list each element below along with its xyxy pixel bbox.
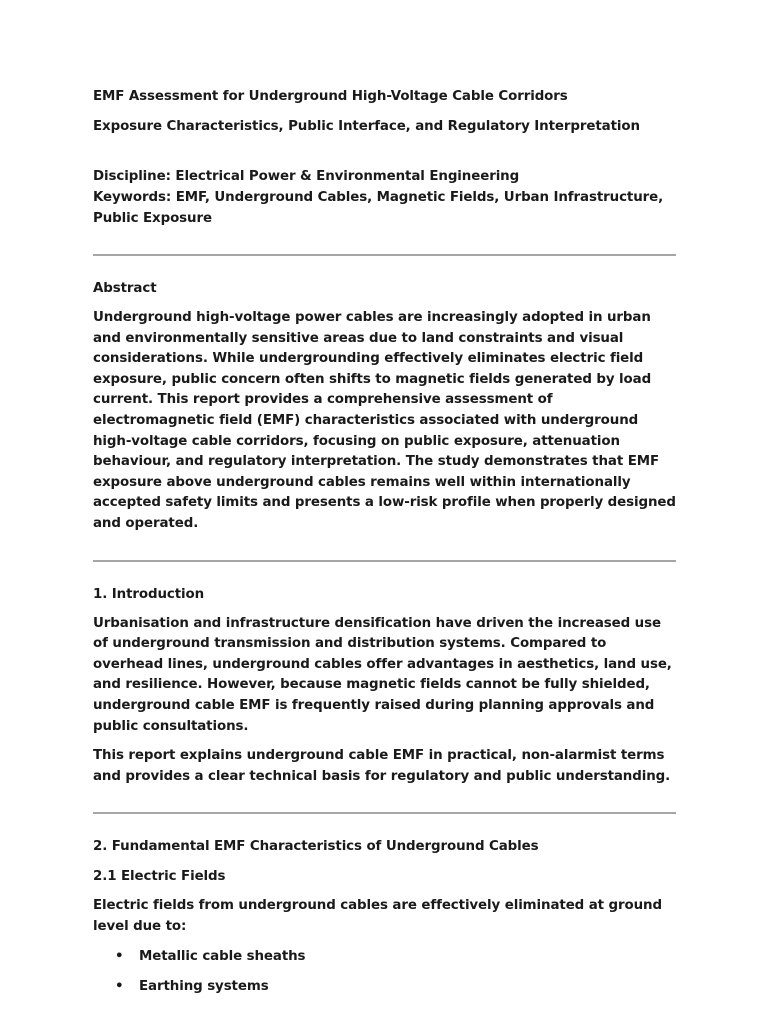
section-divider xyxy=(93,560,676,562)
section-2-heading: 2. Fundamental EMF Characteristics of Underground Cables xyxy=(93,839,539,855)
introduction-heading: 1. Introduction xyxy=(93,586,205,602)
keywords-line: Keywords: EMF, Underground Cables, Magnetic Fields, Urban Infrastructure, Public Exposure xyxy=(93,190,664,226)
section-2-1-heading: 2.1 Electric Fields xyxy=(93,869,226,885)
bullet-list xyxy=(93,946,676,997)
document-subtitle: Exposure Characteristics, Public Interface, and Regulatory Interpretation xyxy=(93,119,640,134)
introduction-paragraph-1: Urbanisation and infrastructure densification have driven the increased use of underground transmission and distribution systems. Compared to overhead lines, underground cables offer advantages in aesthetics, land use, and resilience. However, because magnetic fields cannot be fully shielded, underground cable EMF is frequently raised during planning approvals and public consultations. xyxy=(93,615,672,734)
list-item xyxy=(93,946,676,967)
section-2-1-intro: Electric fields from underground cables are effectively eliminated at ground level due to: xyxy=(93,898,662,934)
list-item-text: Metallic cable sheaths xyxy=(139,949,306,965)
abstract-body: Underground high-voltage power cables are increasingly adopted in urban and environmentally sensitive areas due to land constraints and visual considerations. While undergrounding effectively eliminates electric field exposure, public concern often shifts to magnetic fields generated by load current. This report provides a comprehensive assessment of electromagnetic field (EMF) characteristics associated with underground high-voltage cable corridors, focusing on public exposure, attenuation behaviour, and regulatory interpretation. The study demonstrates that EMF exposure above underground cables remains well within internationally accepted safety limits and presents a low-risk profile when properly designed and operated. xyxy=(93,310,676,531)
section-divider xyxy=(93,254,676,256)
bullet-icon: • xyxy=(115,949,124,965)
abstract-heading: Abstract xyxy=(93,281,157,296)
list-item xyxy=(93,976,676,997)
document-title: EMF Assessment for Underground High-Voltage Cable Corridors xyxy=(93,89,568,104)
discipline-line: Discipline: Electrical Power & Environmental Engineering xyxy=(93,169,520,184)
section-divider xyxy=(93,812,676,814)
introduction-paragraph-2: This report explains underground cable EMF in practical, non-alarmist terms and provides a clear technical basis for regulatory and public understanding. xyxy=(93,748,671,784)
bullet-icon: • xyxy=(115,979,124,995)
list-item-text: Earthing systems xyxy=(139,979,269,995)
